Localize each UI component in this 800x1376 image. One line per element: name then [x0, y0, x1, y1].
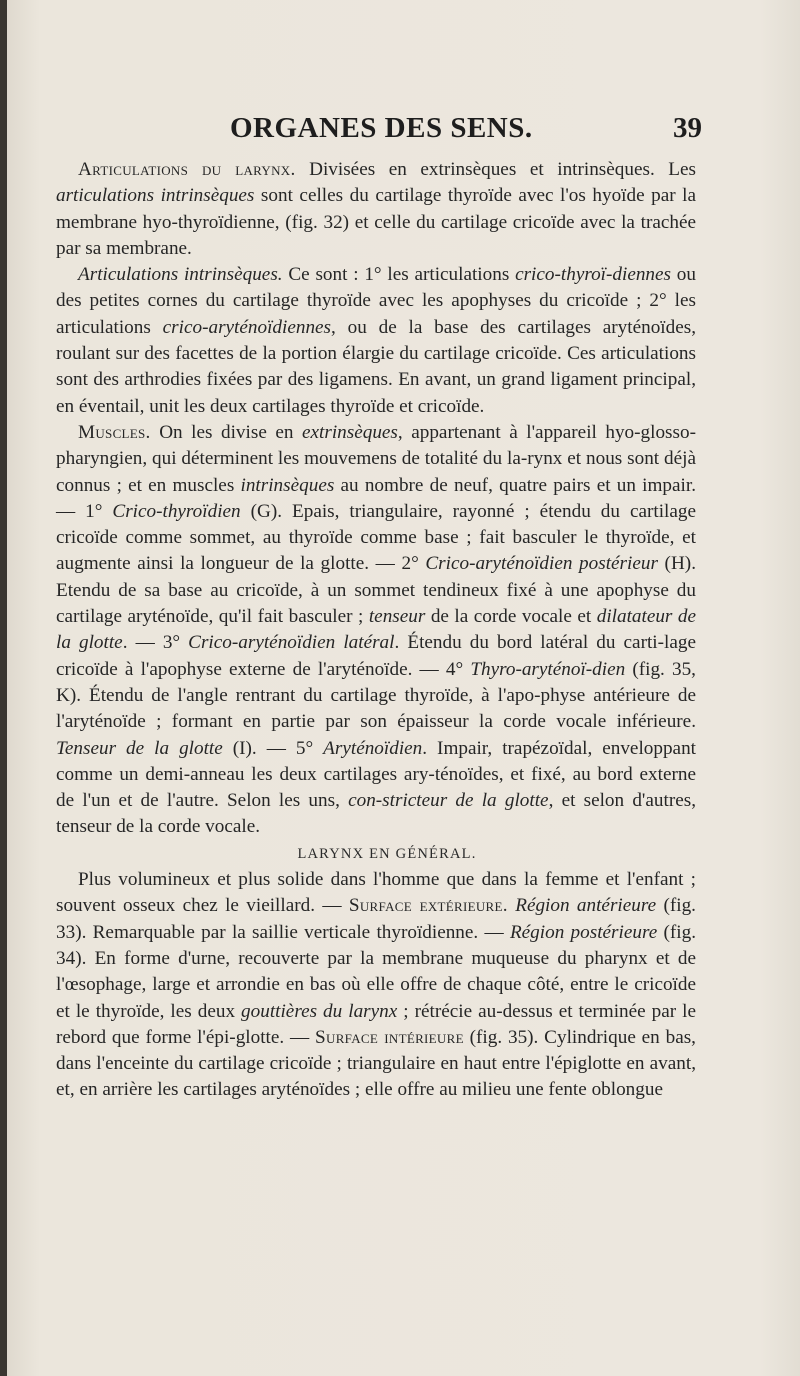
italic-run: Thyro-aryténoï-dien [470, 658, 626, 680]
text-run: . — 3° [122, 632, 189, 654]
italic-run: articulations intrinsèques [56, 185, 255, 207]
text-run: . Étendu du bord latéral du carti-lage cricoïde à l'apophyse externe de l'aryténoïde. — 4° [56, 632, 696, 680]
text-run: (fig. 35, K). Étendu de l'angle rentrant du cartilage thyroïde, à l'apo-physe antérieure de l'aryténoïde ; formant en partie par son épaisseur la corde vocale inférieure. [56, 658, 696, 733]
italic-run: Crico-aryténoïdien latéral [188, 632, 395, 654]
run-heading: Muscles. [78, 421, 151, 443]
text-run: On les divise en [150, 421, 302, 443]
run-heading: Articulations du larynx. [78, 159, 296, 180]
text-run: (H). Etendu de sa base au cricoïde, à un sommet tendineux fixé à une apophyse du cartilage aryténoïde, qu'il fait basculer ; [56, 553, 696, 628]
text-run: au nombre de neuf, quatre pairs et un impair. — 1° [56, 474, 696, 522]
section-title: LARYNX EN GÉNÉRAL. [297, 845, 477, 862]
text-run: de la corde vocale et [425, 606, 597, 628]
text-run: (fig. 35). Cylindrique en bas, dans l'enceinte du cartilage cricoïde ; triangulaire en haut entre l'épiglotte en avant, et, en arrière les cartilages aryténoïdes ; elle offre au milieu une fente oblongue [56, 1026, 696, 1101]
italic-run: con-stricteur de la glotte [348, 790, 549, 812]
italic-run: Tenseur de la glotte [56, 737, 223, 759]
italic-run: Région postérieure [509, 921, 658, 943]
italic-run: intrinsèques [240, 474, 335, 496]
paragraph-articulations [56, 157, 696, 262]
text-run: , et selon d'autres, tenseur de la corde vocale. [56, 790, 696, 838]
italic-run: Crico-aryténoïdien postérieur [425, 553, 658, 575]
italic-run: crico-thyroï-diennes [515, 264, 672, 286]
page-number: 39 [673, 112, 702, 144]
text-run: (fig. 34). En forme d'urne, recouverte par la membrane muqueuse du pharynx et de l'œsophage, large et arrondie en bas où elle offre de chaque côté, entre le cricoïde et le thyroïde, les deux [56, 921, 696, 1022]
text-run: (fig. 33). Remarquable par la saillie verticale thyroïdienne. — [56, 895, 696, 943]
book-spine-edge [0, 0, 7, 1376]
text-run: , appartenant à l'appareil hyo-glosso-pharyngien, qui déterminent les mouvemens de totalité du la-rynx et nous sont déjà connus ; et en muscles [56, 421, 696, 496]
italic-run: Région antérieure [515, 895, 657, 917]
run-heading: Surface intérieure [315, 1026, 464, 1048]
text-run: Ce sont : 1° les articulations [282, 264, 516, 286]
paragraph-larynx-general [56, 867, 696, 1104]
italic-run: extrinsèques [301, 421, 398, 443]
body-text [56, 157, 696, 1104]
text-run: Divisées en extrinsèques et intrinsèques. Les [295, 159, 697, 180]
italic-run: crico-aryténoïdiennes [162, 316, 332, 338]
italic-run: tenseur [368, 606, 426, 628]
italic-run: dilatateur de la glotte [56, 606, 696, 654]
text-run: , ou de la base des cartilages aryténoïdes, roulant sur des facettes de la portion élargie du cartilage cricoïde. Ces articulations sont des arthrodies fixées par des ligamens. En avant, un grand ligament principal, en éventail, unit les deux cartilages thyroïde et cricoïde. [56, 316, 696, 417]
text-run: . Impair, trapézoïdal, enveloppant comme un demi-anneau les deux cartilages ary-ténoïdes, et fixé, au bord externe de l'un et de l'autre. Selon les uns, [56, 737, 697, 812]
text-run: sont celles du cartilage thyroïde avec l'os hyoïde par la membrane hyo-thyroïdienne, (fig. 32) et celle du cartilage cricoïde avec la trachée par sa membrane. [56, 185, 697, 259]
paragraph-muscles [56, 420, 696, 841]
text-run: ; rétrécie au-dessus et terminée par le rebord que forme l'épi-glotte. — [56, 1000, 696, 1048]
text-run: ou des petites cornes du cartilage thyroïde avec les apophyses du cricoïde ; 2° les articulations [56, 264, 696, 338]
run-heading: Surface extérieure. [348, 895, 508, 917]
italic-run: gouttières du larynx [241, 1000, 398, 1022]
running-title: ORGANES DES SENS. [230, 112, 533, 144]
text-run: Plus volumineux et plus solide dans l'homme que dans la femme et l'enfant ; souvent osseux chez le vieillard. — [56, 869, 696, 917]
italic-run: Articulations intrinsèques. [78, 264, 283, 286]
page-header [60, 112, 700, 156]
paragraph-articulations-intrinseques [56, 262, 696, 420]
italic-run: Crico-thyroïdien [112, 500, 241, 522]
italic-run: Aryténoïdien [323, 737, 423, 759]
text-run: (I). — 5° [222, 737, 324, 759]
text-run: (G). Epais, triangulaire, rayonné ; étendu du cartilage cricoïde comme sommet, au thyroïde comme base ; fait basculer le thyroïde, et augmente ainsi la longueur de la glotte. — 2° [56, 500, 696, 575]
